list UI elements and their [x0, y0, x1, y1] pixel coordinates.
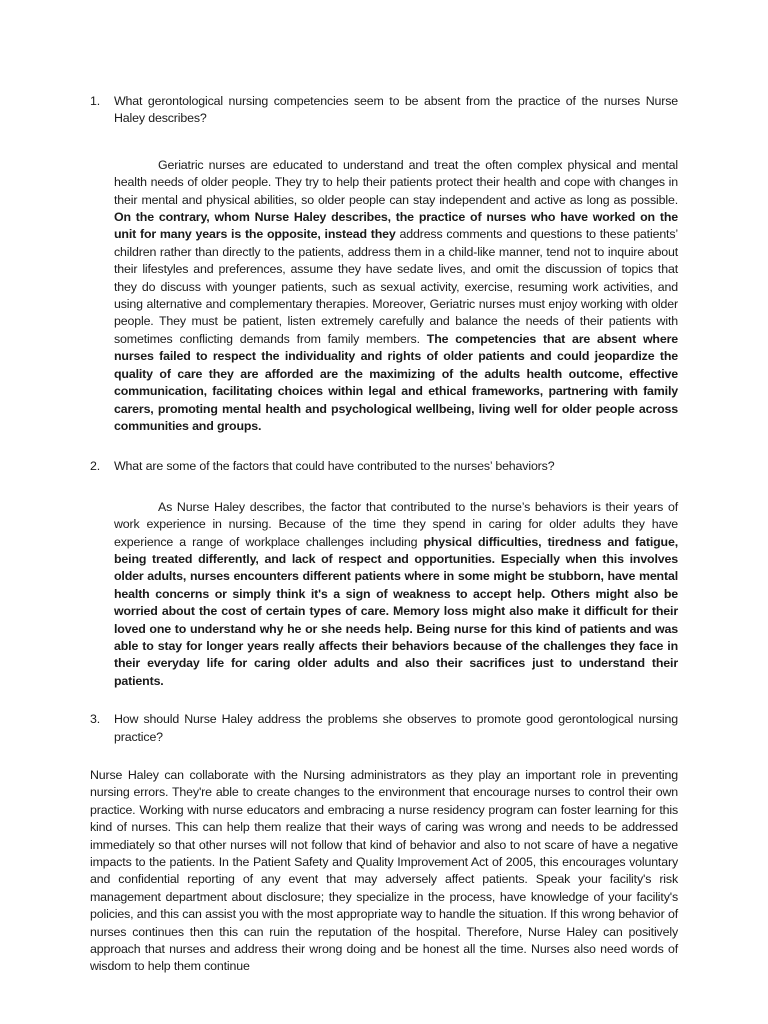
answer-text-bold: physical difficulties, tiredness and fatigue, being treated differently, and lack of respect and opportunities. Especially when this involves older adults, nurses encounters different patients where in some might be stubborn, have mental health concerns or simply think it's a sign of weakness to accept help. Others might also be worried about the cost of certain types of care. Memory loss might also make it difficult for their loved one to understand why he or she needs help. Being nurse for this kind of patients and was able to stay for longer years really affects their behaviors because of the challenges they face in their everyday life for caring older adults and also their sacrifices just to understand their patients. [114, 534, 678, 688]
answer-2 [90, 499, 678, 690]
answer-text: address comments and questions to these patients’ children rather than directly to the patients, address them in a child-like manner, tend not to inquire about their lifestyles and preferences, assume they have sedate lives, and omit the discussion of topics that they do discuss with younger patients, such as sexual activity, exercise, resuming work activities, and using alternative and complementary therapies. Moreover, Geriatric nurses must enjoy working with older people. They must be patient, listen extremely carefully and balance the needs of their patients with sometimes conflicting demands from family members. [114, 227, 678, 346]
answer-text: Nurse Haley can collaborate with the Nursing administrators as they play an important role in preventing nursing errors. They're able to create changes to the environment that encourage nurses to control their own practice. Working with nurse educators and embracing a nurse residency program can foster learning for this kind of nurses. This can help them realize that their ways of caring was wrong and needs to be addressed immediately so that other nurses will not follow that kind of behavior and also to not scare of have a negative impacts to the patients. In the Patient Safety and Quality Improvement Act of 2005, this encourages voluntary and confidential reporting of any event that may adversely affect patients. Speak your facility's risk management department about disclosure; they specialize in the process, have knowledge of your facility's policies, and this can assist you with the most appropriate way to handle the situation. If this wrong behavior of nurses continues then this can ruin the reputation of the hospital. Therefore, Nurse Haley can positively approach that nurses and address their wrong doing and be honest all the time. Nurses also need words of wisdom to help them continue [90, 768, 678, 974]
answer-text: Geriatric nurses are educated to understand and treat the often complex physical and mental health needs of older people. They try to help their patients protect their health and cope with changes in their mental and physical abilities, so older people can stay independent and active as long as possible. [114, 157, 678, 207]
answer-text: As Nurse Haley describes, the factor that contributed to the nurse’s behaviors is their years of work experience in nursing. Because of the time they spend in caring for older adults they have experience a range of workplace challenges including [114, 499, 678, 549]
question-number: 2. [90, 459, 101, 474]
question-3 [90, 711, 678, 746]
question-text: What gerontological nursing competencies seem to be absent from the practice of the nurses Nurse Haley describes? [114, 94, 678, 126]
question-number: 3. [90, 712, 101, 727]
question-text: What are some of the factors that could have contributed to the nurses’ behaviors? [114, 459, 555, 474]
answer-1 [90, 157, 678, 436]
answer-text-bold: The competencies that are absent where nurses failed to respect the individuality and rights of older patients and could jeopardize the quality of care they are afforded are the maximizing of the adults health outcome, effective communication, facilitating choices within legal and ethical frameworks, partnering with family carers, promoting mental health and psychological wellbeing, living well for older people across communities and groups. [114, 331, 679, 433]
answer-text-bold: On the contrary, whom Nurse Haley describes, the practice of nurses who have worked on the unit for many years is the opposite, instead they [114, 210, 678, 242]
question-2 [90, 458, 678, 475]
question-1 [90, 93, 678, 128]
question-number: 1. [90, 94, 101, 108]
answer-3 [90, 767, 678, 976]
question-text: How should Nurse Haley address the problems she observes to promote good gerontological nursing practice? [114, 712, 678, 744]
